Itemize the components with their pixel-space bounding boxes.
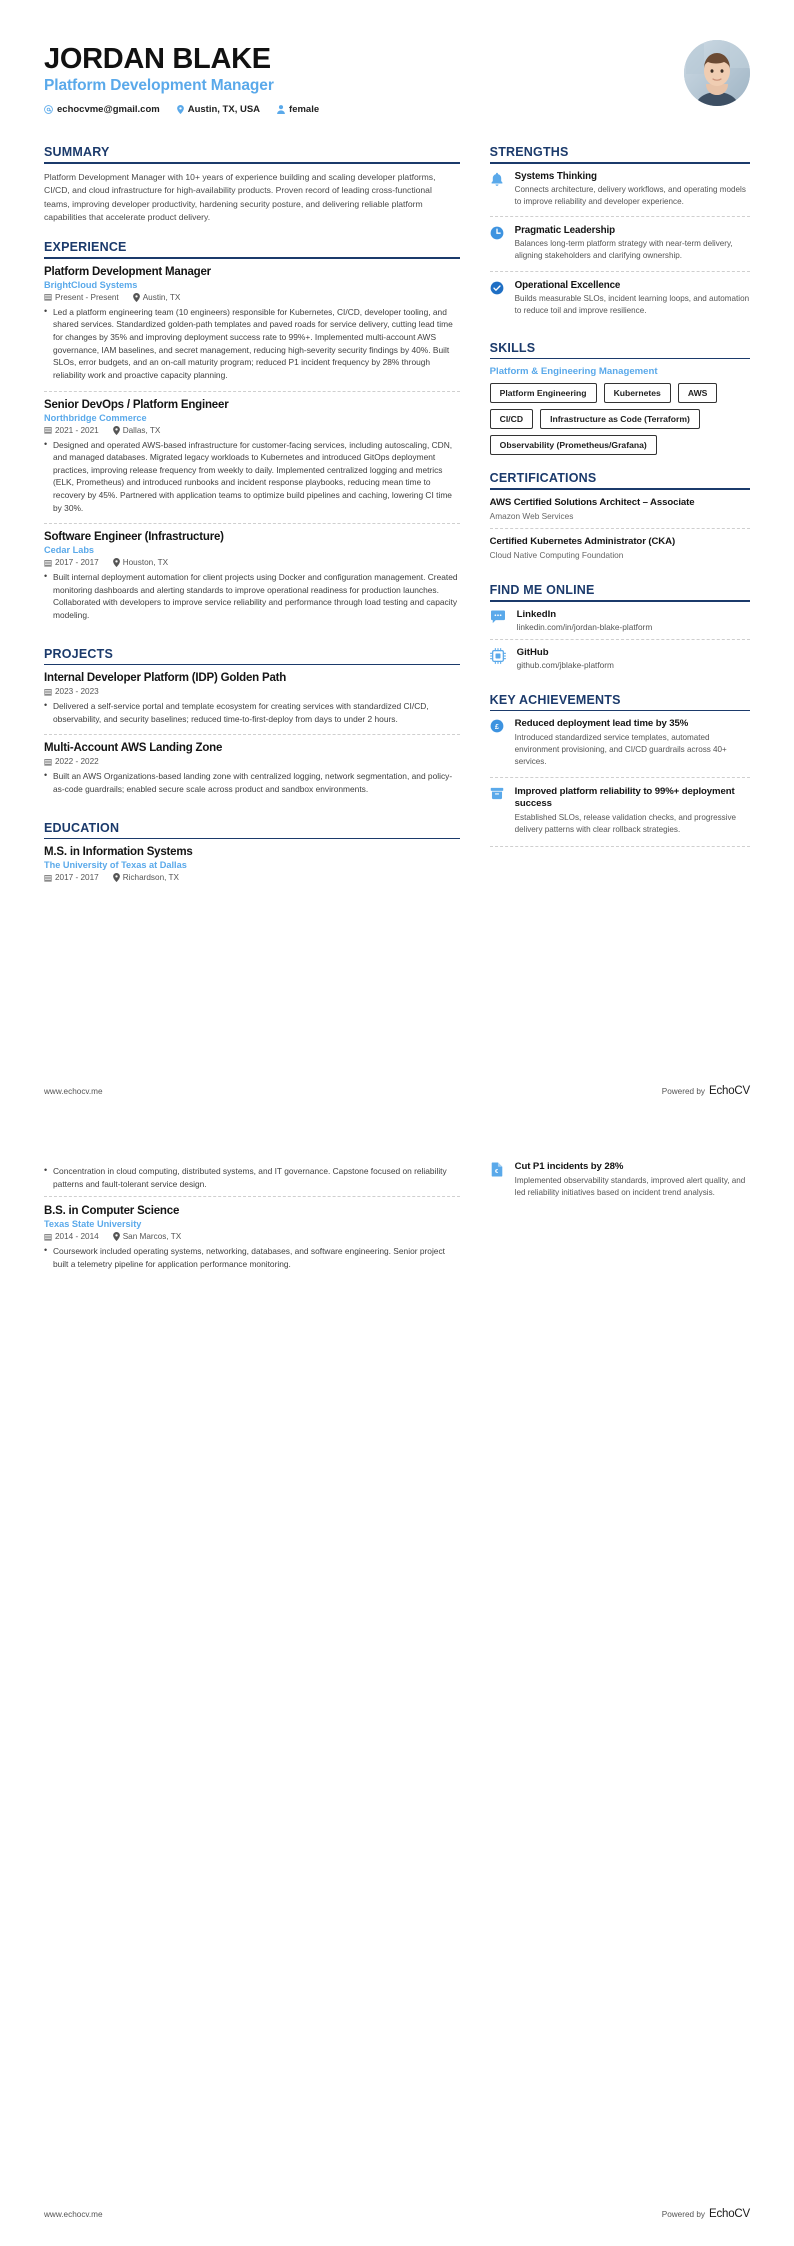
- project-bullets: [44, 770, 460, 795]
- divider: [490, 358, 750, 360]
- calendar-icon: [44, 874, 52, 882]
- job-location-text: Dallas, TX: [122, 425, 161, 435]
- divider: [490, 600, 750, 602]
- certification-item: [490, 497, 750, 528]
- map-pin-icon: [177, 105, 184, 114]
- job-location-text: Austin, TX: [142, 292, 181, 302]
- strength-body: [515, 171, 750, 208]
- achievement-title: Reduced deployment lead time by 35%: [514, 718, 689, 730]
- project-dates: [44, 687, 99, 696]
- left-column: [44, 145, 460, 905]
- achievement-body: [515, 786, 750, 836]
- link-label: LinkedIn: [516, 608, 557, 620]
- job-bullets: [44, 571, 460, 621]
- header-role: Platform Development Manager: [44, 77, 274, 95]
- skill-chip: Platform Engineering: [490, 383, 597, 403]
- link-item-github[interactable]: [490, 639, 750, 677]
- calendar-icon: [44, 559, 52, 567]
- section-find-me-online: [490, 583, 750, 677]
- job-title: Software Engineer (Infrastructure): [44, 531, 224, 544]
- map-pin-icon: [113, 558, 120, 567]
- at-icon: [44, 105, 53, 114]
- certification-item: [490, 528, 750, 567]
- avatar: [684, 40, 750, 106]
- footer-powered-label: Powered by: [661, 2210, 705, 2219]
- achievement-desc: Established SLOs, release validation checks, and progressive delivery patterns with clear rollback strategies.: [514, 812, 737, 834]
- achievement-title: Improved platform reliability to 99%+ deployment success: [514, 785, 735, 809]
- section-education: [44, 821, 460, 890]
- resume-body-continued: [44, 1161, 750, 1295]
- right-column-continued: [490, 1161, 750, 1207]
- achievement-desc: Introduced standardized service templates, automated environment provisioning, and CI/CD guardrails across 40+ services.: [514, 733, 727, 767]
- header-text-block: [44, 38, 319, 115]
- job-location: [113, 558, 168, 567]
- achievement-item: [490, 777, 750, 844]
- calendar-icon: [44, 758, 52, 766]
- project-meta: [44, 687, 460, 696]
- section-title-certifications: CERTIFICATIONS: [489, 471, 597, 486]
- job-dates: [44, 558, 99, 567]
- education-item: [44, 1196, 460, 1279]
- strength-desc: Builds measurable SLOs, incident learning loops, and automation to reduce toil and improve resilience.: [514, 293, 750, 315]
- project-dates-text: 2022 - 2022: [55, 757, 99, 767]
- section-title-experience: EXPERIENCE: [44, 240, 127, 255]
- education-dates-text: 2014 - 2014: [55, 1232, 99, 1242]
- divider: [490, 710, 750, 712]
- company-name: BrightCloud Systems: [44, 279, 138, 290]
- section-skills: [490, 341, 750, 456]
- map-pin-icon: [133, 293, 140, 302]
- skill-chip: Observability (Prometheus/Grafana): [490, 435, 657, 455]
- certification-name: Certified Kubernetes Administrator (CKA): [489, 536, 676, 548]
- education-meta: [44, 1232, 460, 1241]
- footer-website[interactable]: www.echocv.me: [44, 1086, 103, 1096]
- section-certifications: [490, 471, 750, 567]
- section-title-projects: PROJECTS: [44, 646, 113, 661]
- contact-gender: [277, 104, 319, 115]
- school-name: Texas State University: [44, 1219, 142, 1230]
- job-meta: [44, 293, 460, 302]
- strength-desc: Connects architecture, delivery workflows, and operating models to improve reliability and developer experience.: [514, 185, 746, 207]
- project-dates: [44, 757, 99, 766]
- map-pin-icon: [113, 426, 120, 435]
- divider: [490, 488, 750, 490]
- footer-website[interactable]: www.echocv.me: [44, 2209, 103, 2219]
- divider: [44, 664, 460, 666]
- job-dates-text: Present - Present: [55, 292, 119, 302]
- job-bullets: [44, 306, 460, 382]
- job-location-text: Houston, TX: [122, 558, 169, 568]
- achievement-body: [515, 1161, 750, 1199]
- archive-box-icon: [490, 786, 506, 836]
- strength-title: Systems Thinking: [514, 171, 597, 183]
- education-meta: [44, 873, 460, 882]
- divider: [44, 162, 460, 164]
- job-title: Senior DevOps / Platform Engineer: [44, 398, 229, 411]
- summary-text: Platform Development Manager with 10+ years of experience building and scaling developer platforms, CI/CD, and cloud infrastructure for high-availability products. Proven record of leading cross-functional teams, improving developer productivity, hardening security posture, and delivering reliable platform capabilities that accelerate product delivery.: [44, 172, 436, 222]
- list-item: • Built internal deployment automation for client projects using Docker and configuration management. Created monitoring dashboards and alerting standards to improve operational readiness for production launches. Collaborated with developers to improve service reliability and performance through load testing and capacity modeling.: [44, 571, 460, 621]
- school-name: The University of Texas at Dallas: [44, 860, 187, 871]
- certification-org: Cloud Native Computing Foundation: [489, 550, 624, 561]
- education-location: [113, 1232, 182, 1241]
- education-location-text: San Marcos, TX: [122, 1232, 182, 1242]
- page-footer: [44, 2208, 750, 2220]
- degree-title: B.S. in Computer Science: [44, 1205, 180, 1218]
- list-item: • Led a platform engineering team (10 engineers) responsible for Kubernetes, CI/CD, developer tooling, and shared services. Standardized golden-path templates and paved roads for service delivery, cutting lead time for changes by 35% and improving deployment success rate to 99%+. Implemented multi-account AWS governance, IAM baselines, and secret management, reducing high-severity security findings by 40%. Built SLOs, error budgets, and an on-call maturity program; reduced P1 incident frequency by 28% through reliability work and proactive capacity planning.: [44, 306, 460, 382]
- divider: [44, 257, 460, 259]
- strength-item: [490, 271, 750, 325]
- contact-location: [177, 104, 260, 115]
- resume-page-2: [0, 1123, 794, 2246]
- section-projects: [44, 647, 460, 805]
- section-title-summary: SUMMARY: [44, 145, 110, 160]
- strength-body: [515, 280, 750, 317]
- skill-chip: Infrastructure as Code (Terraform): [540, 409, 700, 429]
- education-item: [44, 846, 460, 889]
- job-location: [133, 293, 181, 302]
- footer-brand: EchoCV: [709, 2208, 750, 2220]
- svg-text:€: €: [494, 1169, 498, 1176]
- link-url: github.com/jblake-platform: [516, 659, 614, 670]
- clock-icon: [490, 225, 506, 262]
- strength-item: [490, 171, 750, 216]
- currency-circle-icon: [490, 718, 506, 768]
- bell-icon: [490, 171, 506, 208]
- section-summary: [44, 145, 460, 224]
- project-item: [44, 734, 460, 804]
- calendar-icon: [44, 688, 52, 696]
- contact-email[interactable]: [44, 104, 160, 115]
- job-dates-text: 2021 - 2021: [55, 425, 99, 435]
- list-item: • Delivered a self-service portal and template ecosystem for creating services with standardized CI/CD, observability, and security baselines; reduced time-to-first-deploy from days to under 2 hours.: [44, 700, 460, 725]
- document-currency-icon: [490, 1161, 506, 1199]
- section-title-education: EDUCATION: [44, 820, 120, 835]
- job-dates: [44, 293, 119, 302]
- chip-icon: [490, 647, 508, 669]
- skill-group-title: Platform & Engineering Management: [489, 366, 658, 378]
- calendar-icon: [44, 293, 52, 301]
- section-title-key-achievements: KEY ACHIEVEMENTS: [489, 692, 621, 707]
- experience-item: [44, 391, 460, 524]
- footer-powered-by: [662, 1085, 750, 1097]
- map-pin-icon: [113, 1232, 120, 1241]
- project-meta: [44, 757, 460, 766]
- skill-chip: Kubernetes: [604, 383, 671, 403]
- project-item: [44, 672, 460, 734]
- education-dates: [44, 1232, 99, 1241]
- project-title: Multi-Account AWS Landing Zone: [44, 742, 223, 755]
- job-dates-text: 2017 - 2017: [55, 558, 99, 568]
- section-title-strengths: STRENGTHS: [489, 145, 569, 160]
- person-icon: [277, 105, 285, 114]
- list-item: • Coursework included operating systems, networking, databases, and software engineering. Senior project built a telemetry pipeline for application performance monitoring.: [44, 1245, 460, 1270]
- left-column-continued: [44, 1161, 460, 1295]
- project-title: Internal Developer Platform (IDP) Golden Path: [44, 672, 287, 685]
- project-dates-text: 2023 - 2023: [55, 687, 99, 697]
- education-location-text: Richardson, TX: [122, 873, 179, 883]
- strength-title: Operational Excellence: [514, 279, 621, 291]
- section-key-achievements: [490, 693, 750, 847]
- calendar-icon: [44, 1233, 52, 1241]
- job-location: [113, 426, 161, 435]
- chat-bubble-icon: [490, 609, 508, 629]
- certification-name: AWS Certified Solutions Architect – Associate: [489, 497, 695, 509]
- link-body: [517, 609, 653, 632]
- list-item: • Built an AWS Organizations-based landing zone with centralized logging, network segmentation, and policy-as-code guardrails; enabled secure scale across product and sandbox environments.: [44, 770, 460, 795]
- strength-body: [515, 225, 750, 262]
- job-title: Platform Development Manager: [44, 265, 211, 278]
- job-meta: [44, 558, 460, 567]
- skill-chip-list: [490, 383, 750, 455]
- link-label: GitHub: [516, 646, 549, 658]
- education-dates-text: 2017 - 2017: [55, 873, 99, 883]
- skill-chip: CI/CD: [490, 409, 533, 429]
- education-dates: [44, 873, 99, 882]
- resume-body: [44, 145, 750, 905]
- strength-desc: Balances long-term platform strategy with near-term delivery, aligning stakeholders and clarifying ownership.: [514, 239, 733, 261]
- divider: [490, 846, 750, 847]
- job-meta: [44, 426, 460, 435]
- achievement-body: [515, 718, 750, 768]
- check-circle-icon: [490, 280, 506, 317]
- degree-title: M.S. in Information Systems: [44, 846, 193, 859]
- resume-header: [44, 38, 750, 115]
- certification-org: Amazon Web Services: [489, 511, 574, 522]
- experience-item: [44, 523, 460, 630]
- education-bullets: [44, 1165, 460, 1190]
- project-bullets: [44, 700, 460, 725]
- link-url: linkedin.com/in/jordan-blake-platform: [516, 621, 653, 632]
- footer-powered-label: Powered by: [661, 1087, 705, 1096]
- education-location: [113, 873, 179, 882]
- achievement-desc: Implemented observability standards, improved alert quality, and led reliability initiatives based on incident trend analysis.: [514, 1175, 746, 1198]
- link-body: [517, 647, 614, 670]
- section-title-skills: SKILLS: [489, 340, 536, 355]
- page-footer: [44, 1085, 750, 1097]
- skill-chip: AWS: [678, 383, 718, 403]
- page-title: JORDAN BLAKE: [44, 43, 271, 75]
- company-name: Cedar Labs: [44, 545, 95, 556]
- strength-title: Pragmatic Leadership: [514, 225, 616, 237]
- experience-item: [44, 266, 460, 391]
- right-column: [490, 145, 750, 862]
- achievement-title: Cut P1 incidents by 28%: [514, 1161, 624, 1172]
- contact-location-text: Austin, TX, USA: [187, 104, 261, 116]
- job-bullets: [44, 439, 460, 515]
- contact-row: [44, 104, 319, 115]
- list-item: • Concentration in cloud computing, distributed systems, and IT governance. Capstone focused on reliability patterns and fault-tolerant service design.: [44, 1165, 460, 1190]
- education-bullets: [44, 1245, 460, 1270]
- link-item-linkedin[interactable]: [490, 609, 750, 639]
- contact-gender-text: female: [289, 104, 320, 116]
- section-experience: [44, 240, 460, 630]
- contact-email-text: echocvme@gmail.com: [57, 104, 160, 116]
- achievement-item: [490, 1161, 750, 1207]
- job-dates: [44, 426, 99, 435]
- footer-powered-by: [662, 2208, 750, 2220]
- section-strengths: [490, 145, 750, 324]
- footer-brand: EchoCV: [709, 1085, 750, 1097]
- section-title-find-me-online: FIND ME ONLINE: [489, 583, 595, 598]
- map-pin-icon: [113, 873, 120, 882]
- achievement-item: [490, 718, 750, 776]
- section-education-continued: [44, 1165, 460, 1279]
- strength-item: [490, 216, 750, 270]
- company-name: Northbridge Commerce: [44, 412, 147, 423]
- calendar-icon: [44, 426, 52, 434]
- svg-text:£: £: [494, 724, 499, 732]
- divider: [490, 162, 750, 164]
- divider: [44, 838, 460, 840]
- list-item: • Designed and operated AWS-based infrastructure for customer-facing services, including autoscaling, CDN, and managed databases. Migrated legacy workloads to Kubernetes and introduced GitOps deployment practices, improving release frequency from weekly to daily. Implemented centralized logging and metrics (ELK, Prometheus) and introduced runbooks and incident response playbooks, reducing mean time to recovery by 45%. Partnered with application teams to optimize build pipelines and caching, lowering CI time by 30%.: [44, 439, 460, 515]
